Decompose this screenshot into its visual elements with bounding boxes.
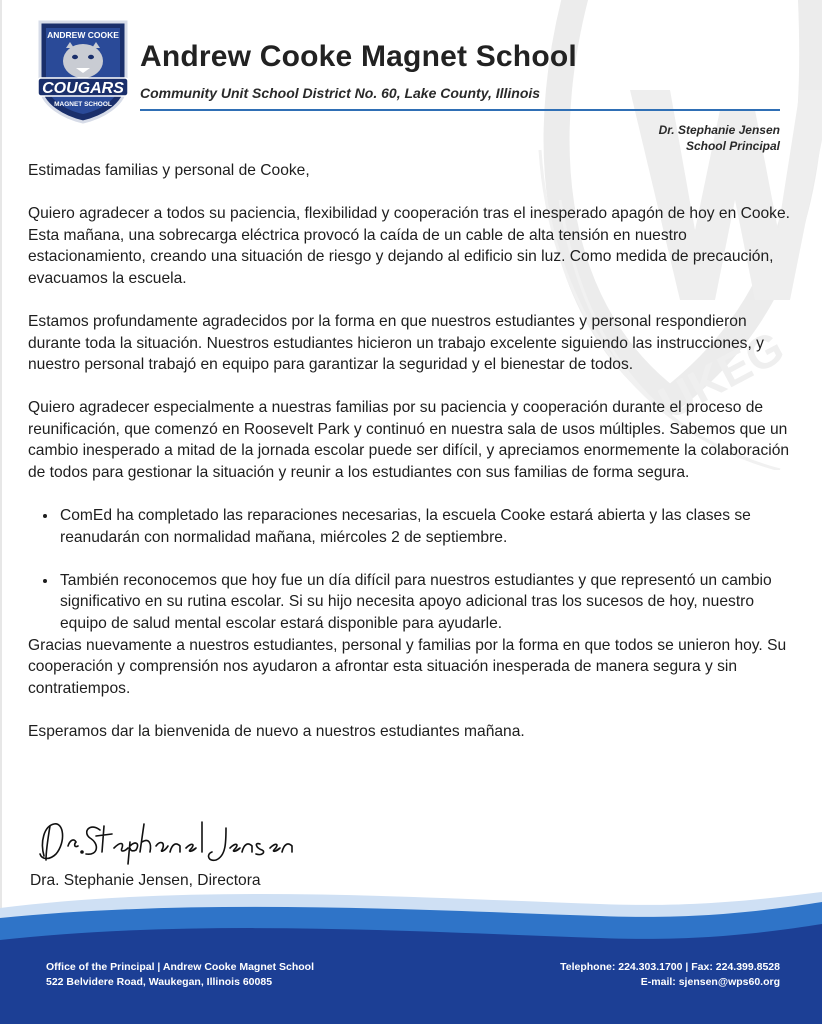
logo-bottom-text: MAGNET SCHOOL: [54, 101, 112, 108]
letter-paragraph: Gracias nuevamente a nuestros estudiantes, personal y familias por la forma en que todos se unieron hoy. Su cooperación y comprensión nos ayudaron a afrontar esta situación inesperada de manera segura y sin contratiempos.: [28, 636, 787, 697]
school-name: Andrew Cooke Magnet School: [140, 40, 577, 73]
letter-paragraph: Esperamos dar la bienvenida de nuevo a nuestros estudiantes mañana.: [28, 722, 525, 740]
footer-wave: [0, 888, 822, 1024]
letter-paragraph: Quiero agradecer especialmente a nuestras familias por su paciencia y cooperación durante el proceso de reunificación, que comenzó en Roosevelt Park y continuó en nuestra sala de usos múltiples. Sabemos que un cambio inesperado a mitad de la jornada escolar puede ser difícil, y apreciamos enormemente la colaboración de todos para gestionar la situación y reunir a los estudiantes con sus familias de forma segura.: [28, 399, 790, 482]
footer-office-line: Office of the Principal | Andrew Cooke Magnet School: [46, 961, 314, 973]
letter-paragraph: Estamos profundamente agradecidos por la forma en que nuestros estudiantes y personal respondieron durante toda la situación. Nuestros estudiantes hicieron un trabajo excelente siguiendo las instrucciones, y nuestro personal trabajó en equipo para garantizar la seguridad y el bienestar de todos.: [28, 312, 764, 374]
principal-name: Dr. Stephanie Jensen: [658, 123, 780, 137]
letter-greeting: Estimadas familias y personal de Cooke,: [28, 162, 310, 179]
footer-address: 522 Belvidere Road, Waukegan, Illinois 60085: [46, 976, 273, 988]
handwritten-signature: [30, 812, 300, 870]
logo-top-text: ANDREW COOKE: [47, 30, 119, 40]
letter-body: [28, 160, 798, 764]
cougars-logo: [30, 14, 136, 124]
footer-phone: Telephone: 224.303.1700 | Fax: 224.399.8528: [560, 961, 780, 973]
principal-title: School Principal: [685, 139, 780, 153]
footer-email: E-mail: sjensen@wps60.org: [640, 976, 780, 988]
svg-text:UKEG: UKEG: [650, 320, 793, 429]
signoff-name: Dra. Stephanie Jensen, Directora: [30, 872, 261, 889]
footer-contact: [560, 960, 780, 990]
footer-office: [46, 960, 314, 990]
principal-block: [659, 122, 780, 154]
list-item: • También reconocemos que hoy fue un día difícil para nuestros estudiantes y que representó un cambio significativo en su rutina escolar. Si su hijo necesita apoyo adicional tras los sucesos de hoy, nuestro equipo de salud mental escolar estará disponible para ayudarle.: [58, 570, 798, 635]
logo-main-text: COUGARS: [42, 80, 124, 97]
letter-paragraph: Quiero agradecer a todos su paciencia, flexibilidad y cooperación tras el inesperado apagón de hoy en Cooke. Esta mañana, una sobrecarga eléctrica provocó la caída de un cable de alta tensión en nuestro estacionamiento, creando una situación de riesgo y dejando al edificio sin luz. Como medida de precaución, evacuamos la escuela.: [28, 205, 790, 287]
list-item: • ComEd ha completado las reparaciones necesarias, la escuela Cooke estará abierta y las clases se reanudarán con normalidad mañana, miércoles 2 de septiembre.: [58, 505, 798, 548]
header-divider: [140, 109, 780, 111]
page-edge-line: [0, 0, 2, 920]
district-subtitle: Community Unit School District No. 60, Lake County, Illinois: [140, 85, 541, 101]
letter-bullet-list: [28, 505, 798, 634]
